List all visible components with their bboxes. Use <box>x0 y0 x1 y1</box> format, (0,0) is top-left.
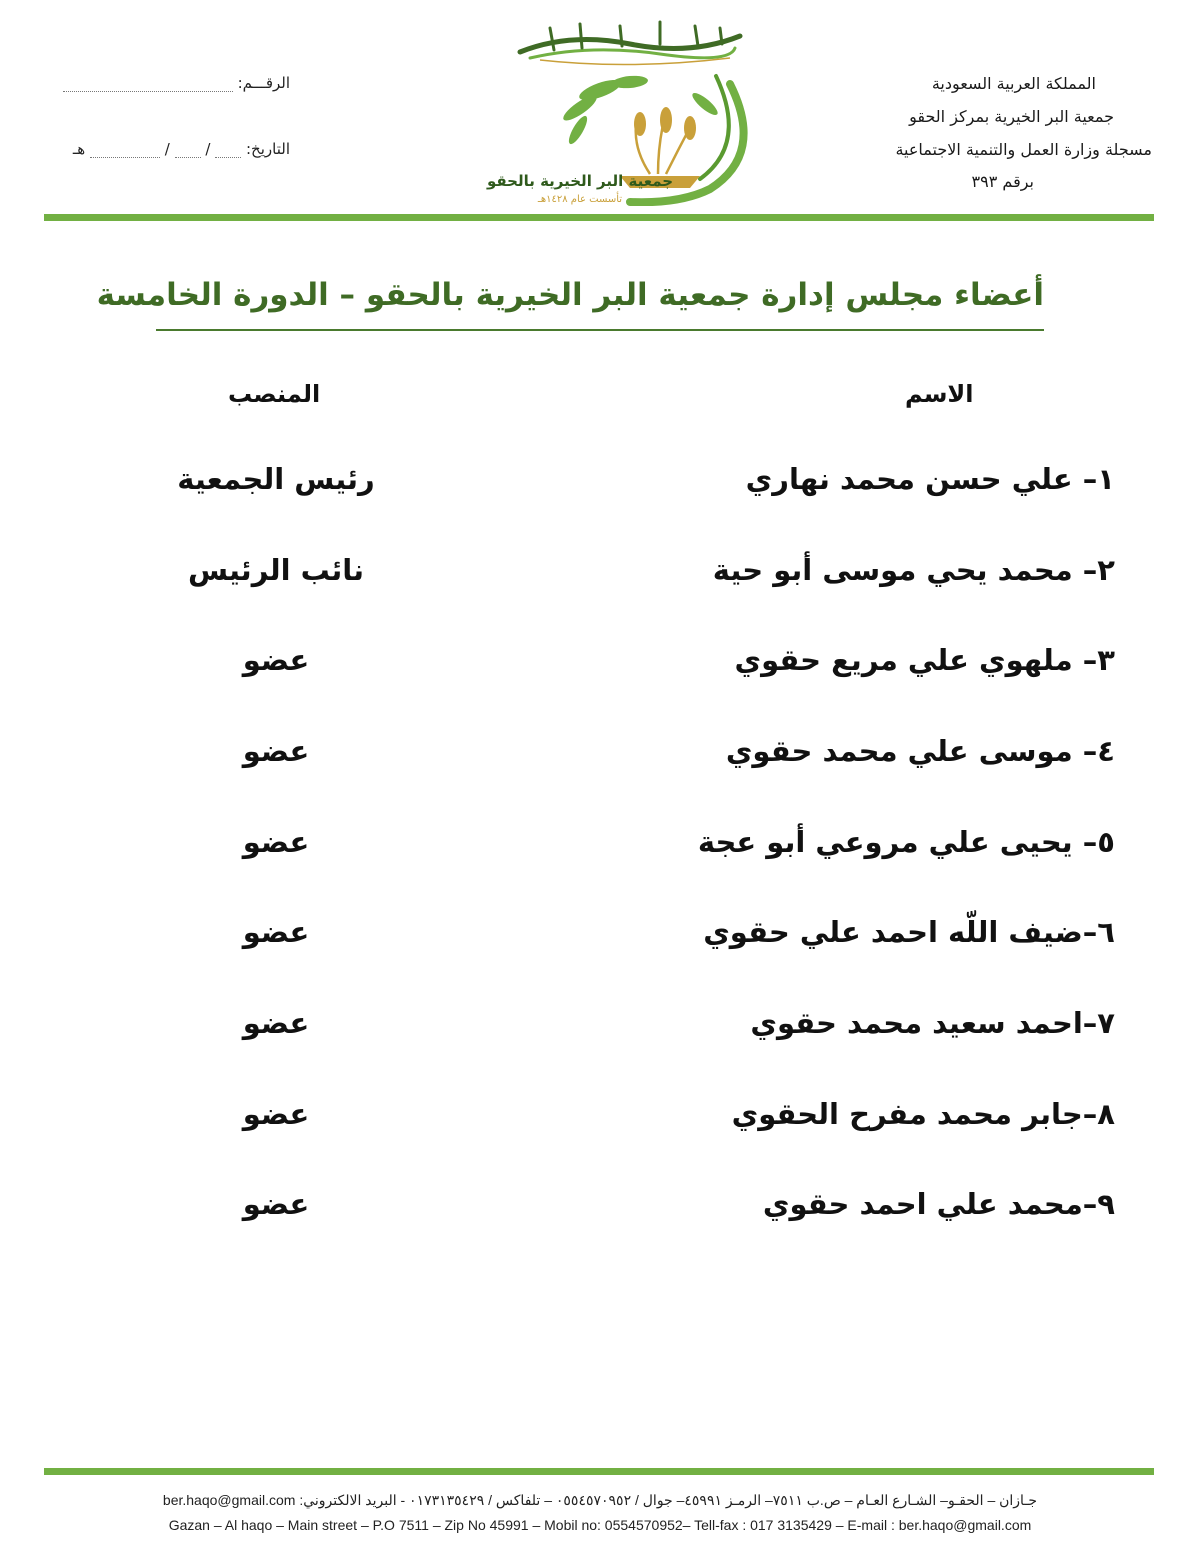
logo-name-text: جمعية البر الخيرية بالحقو <box>486 172 674 190</box>
member-name: ٣– ملهوي علي مريع حقوي <box>734 643 1115 677</box>
association-logo <box>480 64 760 206</box>
member-position: رئيس الجمعية <box>177 462 375 496</box>
date-separator: / <box>205 140 211 158</box>
member-name: ٨–جابر محمد مفرح الحقوي <box>731 1097 1115 1131</box>
reference-number-label: الرقـــم: <box>237 74 290 92</box>
member-name: ٦–ضيف اللّه احمد علي حقوي <box>703 915 1115 949</box>
member-position: عضو <box>242 915 310 949</box>
org-name: جمعية البر الخيرية بمركز الحقو <box>909 107 1114 126</box>
member-position: عضو <box>242 825 310 859</box>
member-position: عضو <box>242 1006 310 1040</box>
footer-english-contact: Gazan – Al haqo – Main street – P.O 7511 – Zip No 45991 – Mobil no: 0554570952– Tell-fax : 017 3135429 – E-mail : ber.haqo@gmail.com <box>168 1517 1032 1533</box>
member-name: ١– علي حسن محمد نهاري <box>745 462 1115 496</box>
member-name: ٤– موسى علي محمد حقوي <box>725 734 1115 768</box>
footer-arabic-contact: جـازان – الحقـو– الشـارع العـام – ص.ب ٧٥١١– الرمـز ٤٥٩٩١– جوال / ٠٥٥٤٥٧٠٩٥٢ – تلفاكس / ٠١٧٣١٣٥٤٢٩ - البريد الالكتروني: ber.haqo@gmail.com <box>162 1492 1038 1508</box>
member-name: ٩–محمد علي احمد حقوي <box>762 1187 1115 1221</box>
member-name: ٢– محمد يحي موسى أبو حية <box>712 553 1115 587</box>
org-registration: مسجلة وزارة العمل والتنمية الاجتماعية <box>895 140 1152 159</box>
column-header-name: الاسم <box>905 380 974 408</box>
date-field <box>56 140 290 158</box>
member-position: عضو <box>242 734 310 768</box>
basmala-calligraphy <box>510 14 750 66</box>
date-separator: / <box>164 140 170 158</box>
hijri-suffix: هـ <box>72 140 86 158</box>
logo-founded-text: تأسست عام ١٤٢٨هـ <box>537 194 623 205</box>
org-registration-number: برقم ٣٩٣ <box>971 172 1034 191</box>
footer-rule <box>44 1468 1154 1475</box>
member-position: عضو <box>242 1097 310 1131</box>
date-year-blank <box>90 145 160 158</box>
reference-number-blank <box>63 79 233 92</box>
header-rule <box>44 214 1154 221</box>
title-underline <box>156 329 1044 331</box>
member-position: نائب الرئيس <box>187 553 365 587</box>
org-country: المملكة العربية السعودية <box>931 74 1096 93</box>
date-label: التاريخ: <box>246 140 290 158</box>
column-header-position: المنصب <box>228 380 321 408</box>
organization-block <box>792 70 1152 200</box>
member-name: ٧–احمد سعيد محمد حقوي <box>750 1006 1115 1040</box>
document-title: أعضاء مجلس إدارة جمعية البر الخيرية بالحقو – الدورة الخامسة <box>96 277 1044 313</box>
reference-number-field <box>56 74 290 92</box>
date-month-blank <box>175 145 201 158</box>
member-position: عضو <box>242 643 310 677</box>
member-name: ٥– يحيى علي مروعي أبو عجة <box>697 825 1115 859</box>
date-day-blank <box>215 145 241 158</box>
member-position: عضو <box>242 1187 310 1221</box>
